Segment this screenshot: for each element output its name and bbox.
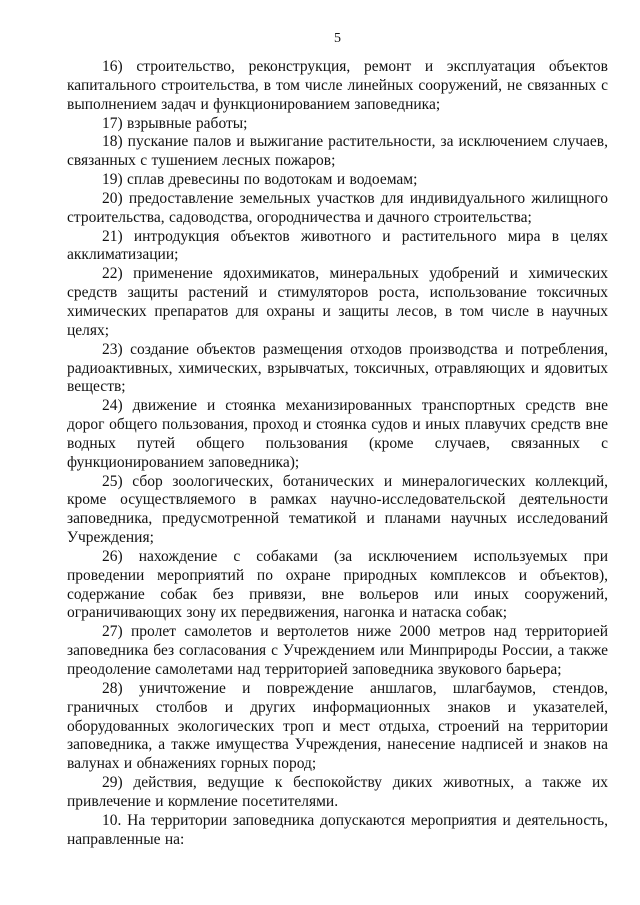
list-item-20: 20) предоставление земельных участков для индивидуального жилищного строительства, садоводства, огородничества и дачного строительства; <box>67 189 608 226</box>
list-item-27: 27) пролет самолетов и вертолетов ниже 2000 метров над территорией заповедника без согласования с Учреждением или Минприроды России, а также преодоление самолетами над территорией заповедника звукового барьера; <box>67 623 608 678</box>
list-item-24: 24) движение и стоянка механизированных транспортных средств вне дорог общего пользования, проход и стоянка судов и иных плавучих средств вне водных путей общего пользования (кроме случаев, связанных с функционированием заповедника); <box>67 397 608 471</box>
list-item-16: 16) строительство, реконструкция, ремонт и эксплуатация объектов капитального строительства, в том числе линейных сооружений, не связанных с выполнением задач и функционированием заповедника; <box>67 58 608 113</box>
list-item-21: 21) интродукция объектов животного и растительного мира в целях акклиматизации; <box>67 227 608 264</box>
list-item-17: 17) взрывные работы; <box>102 114 248 132</box>
list-item-22: 22) применение ядохимикатов, минеральных удобрений и химических средств защиты растений и стимуляторов роста, использование токсичных химических препаратов для охраны и защиты лесов, в том числе в научных целях; <box>67 265 608 339</box>
list-item-26: 26) нахождение с собаками (за исключением используемых при проведении мероприятий по охране природных комплексов и объектов), содержание собак без привязи, вне вольеров или иных сооружений, ограничивающих зону их передвижения, нагонка и натаска собак; <box>67 547 608 622</box>
list-item-23: 23) создание объектов размещения отходов производства и потребления, радиоактивных, химических, взрывчатых, токсичных, отравляющих и ядовитых веществ; <box>67 340 608 396</box>
list-item-25: 25) сбор зоологических, ботанических и минералогических коллекций, кроме осуществляемого в рамках научно-исследовательской деятельности заповедника, предусмотренной тематикой и планами научных исследований Учреждения; <box>67 472 608 547</box>
list-item-18: 18) пускание палов и выжигание растительности, за исключением случаев, связанных с тушением лесных пожаров; <box>67 133 608 170</box>
list-item-19: 19) сплав древесины по водотокам и водоемам; <box>102 171 418 189</box>
section-10-intro: 10. На территории заповедника допускаются мероприятия и деятельность, направленные на: <box>67 811 608 848</box>
list-item-29: 29) действия, ведущие к беспокойству диких животных, а также их привлечение и кормление посетителями. <box>67 774 608 810</box>
document-page <box>67 30 608 849</box>
list-item-28: 28) уничтожение и повреждение аншлагов, шлагбаумов, стендов, граничных столбов и других информационных знаков и указателей, оборудованных экологических троп и мест отдыха, строений на территории заповедника, а также имущества Учреждения, нанесение надписей и знаков на валунах и обнажениях горных пород; <box>67 679 608 773</box>
page-number: 5 <box>334 31 341 46</box>
